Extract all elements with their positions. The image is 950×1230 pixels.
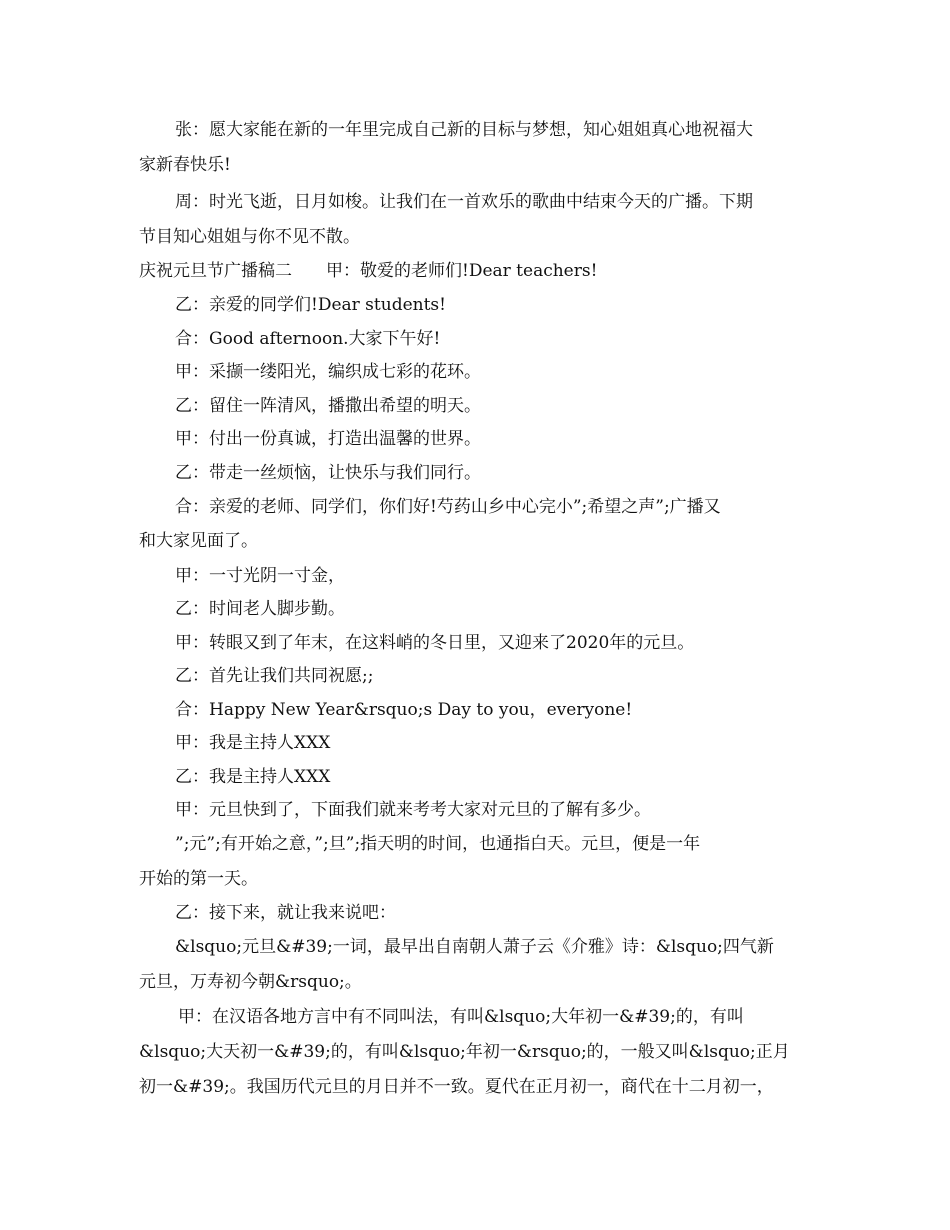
text-line: 开始的第一天。 [139, 869, 258, 889]
text-line: 甲：元旦快到了，下面我们就来考考大家对元旦的了解有多少。 [175, 800, 651, 820]
text-line: 甲：付出一份真诚，打造出温馨的世界。 [175, 429, 481, 449]
text-line: 甲：一寸光阴一寸金， [175, 566, 345, 586]
text-line: 乙：带走一丝烦恼，让快乐与我们同行。 [175, 463, 481, 483]
text-line: &lsquo;元旦&#39;一词，最早出自南朝人萧子云《介雅》诗：&lsquo;四气新 [175, 937, 774, 957]
text-line: 甲：在汉语各地方言中有不同叫法，有叫&lsquo;大年初一&#39;的，有叫 [178, 1007, 744, 1027]
text-line: 合：亲爱的老师、同学们，你们好!芍药山乡中心完小”;希望之声”;广播又 [175, 497, 721, 517]
text-line: &lsquo;大天初一&#39;的，有叫&lsquo;年初一&rsquo;的，一般又叫&lsquo;正月 [139, 1042, 790, 1062]
text-line: 初一&#39;。我国历代元旦的月日并不一致。夏代在正月初一，商代在十二月初一， [139, 1077, 774, 1097]
text-line: 家新春快乐! [139, 155, 231, 175]
text-line: 张：愿大家能在新的一年里完成自己新的目标与梦想，知心姐姐真心地祝福大 [175, 120, 753, 140]
text-line: 乙：我是主持人XXX [175, 767, 331, 787]
text-line: 乙：留住一阵清风，播撒出希望的明天。 [175, 396, 481, 416]
text-line: 和大家见面了。 [139, 531, 258, 551]
text-line: 节目知心姐姐与你不见不散。 [139, 227, 360, 247]
text-line: 合：Happy New Year&rsquo;s Day to you，everyone! [175, 700, 633, 720]
section-heading-line: 庆祝元旦节广播稿二 甲：敬爱的老师们!Dear teachers! [139, 261, 598, 281]
text-line: ”;元”;有开始之意，”;旦”;指天明的时间，也通指白天。元旦，便是一年 [175, 834, 701, 854]
text-line: 乙：时间老人脚步勤。 [175, 599, 345, 619]
text-line: 甲：我是主持人XXX [175, 733, 331, 753]
text-line: 甲：采撷一缕阳光，编织成七彩的花环。 [175, 362, 481, 382]
text-line: 甲：转眼又到了年末，在这料峭的冬日里，又迎来了2020年的元旦。 [175, 633, 695, 653]
text-line: 乙：亲爱的同学们!Dear students! [175, 295, 446, 315]
text-line: 周：时光飞逝，日月如梭。让我们在一首欢乐的歌曲中结束今天的广播。下期 [175, 192, 753, 212]
text-line: 乙：接下来，就让我来说吧： [175, 903, 396, 923]
text-line: 乙：首先让我们共同祝愿;; [175, 666, 374, 686]
text-line: 元旦，万寿初今朝&rsquo;。 [139, 972, 362, 992]
text-line: 合：Good afternoon.大家下午好! [175, 329, 441, 349]
